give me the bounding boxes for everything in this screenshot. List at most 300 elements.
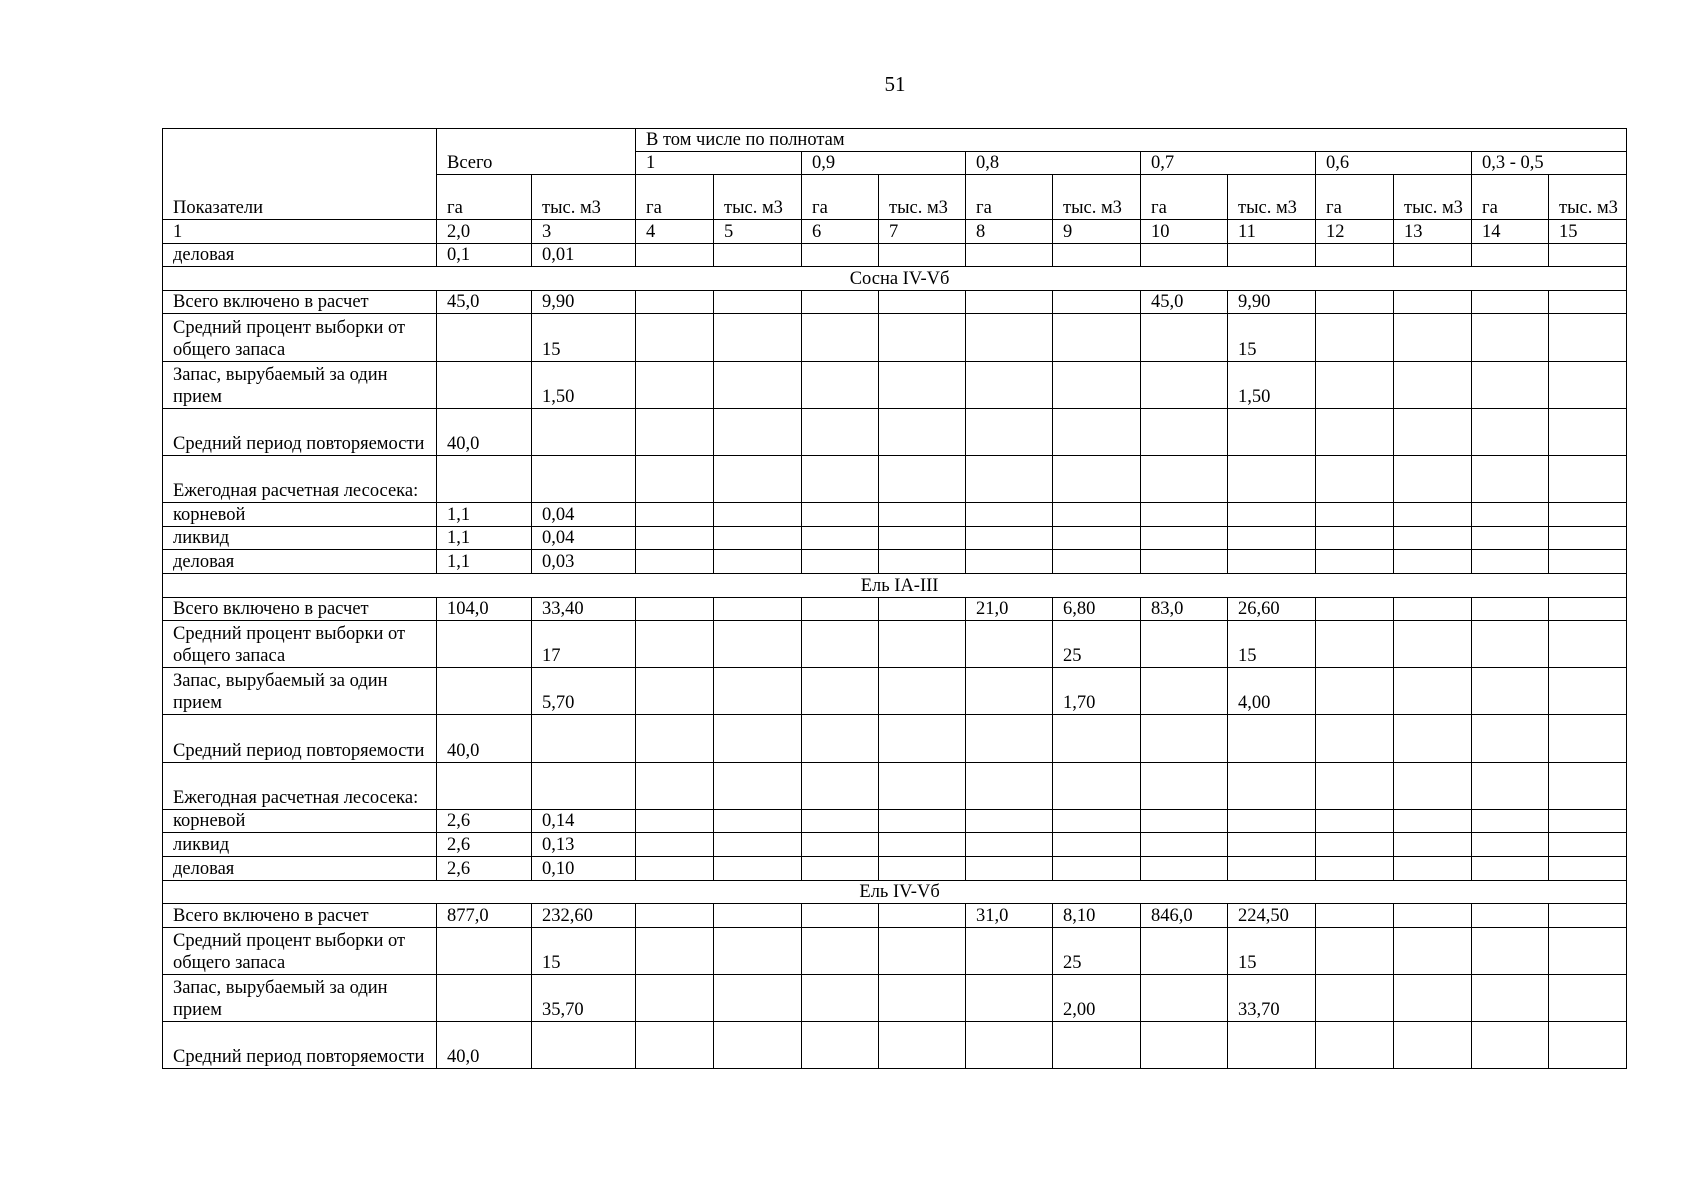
table-cell: 25	[1053, 927, 1141, 974]
table-cell	[1053, 290, 1141, 314]
column-number: 6	[802, 220, 879, 244]
table-cell	[802, 290, 879, 314]
table-cell	[437, 668, 532, 715]
table-cell	[1472, 550, 1549, 574]
table-cell	[1316, 243, 1394, 267]
table-cell	[636, 1022, 714, 1069]
table-cell	[1394, 715, 1472, 762]
column-number: 9	[1053, 220, 1141, 244]
table-cell	[1394, 668, 1472, 715]
table-cell	[966, 503, 1053, 527]
table-cell: 8,10	[1053, 904, 1141, 928]
header-unit-vol: тыс. м3	[714, 175, 802, 220]
table-cell	[1549, 290, 1627, 314]
table-cell	[802, 550, 879, 574]
table-cell	[1316, 975, 1394, 1022]
table-cell	[1549, 243, 1627, 267]
row-label: Средний процент выборки от общего запаса	[163, 314, 437, 361]
row-label: Ежегодная расчетная лесосека:	[163, 762, 437, 809]
column-number: 5	[714, 220, 802, 244]
table-row	[163, 715, 1627, 762]
section-row	[163, 573, 1627, 597]
table-cell: 40,0	[437, 1022, 532, 1069]
table-cell	[714, 314, 802, 361]
table-cell	[966, 621, 1053, 668]
table-cell: 0,13	[532, 833, 636, 857]
table-cell	[1549, 927, 1627, 974]
table-row	[163, 668, 1627, 715]
table-cell	[879, 809, 966, 833]
table-cell	[636, 455, 714, 502]
table-cell	[1053, 550, 1141, 574]
table-cell	[966, 550, 1053, 574]
table-cell	[636, 408, 714, 455]
table-cell	[1141, 715, 1228, 762]
table-cell	[714, 715, 802, 762]
table-cell	[636, 621, 714, 668]
row-label: деловая	[163, 550, 437, 574]
header-density: 0,6	[1316, 152, 1472, 175]
table-cell: 1,1	[437, 550, 532, 574]
row-label: Запас, вырубаемый за один прием	[163, 975, 437, 1022]
table-cell	[1394, 975, 1472, 1022]
table-cell	[1394, 550, 1472, 574]
table-cell	[1053, 243, 1141, 267]
table-cell	[437, 762, 532, 809]
table-cell	[1549, 526, 1627, 550]
table-cell	[879, 857, 966, 881]
row-label: ликвид	[163, 833, 437, 857]
table-cell	[1472, 408, 1549, 455]
row-label: Всего включено в расчет	[163, 290, 437, 314]
column-number: 10	[1141, 220, 1228, 244]
table-cell	[802, 455, 879, 502]
table-cell: 9,90	[1228, 290, 1316, 314]
table-cell	[714, 361, 802, 408]
table-cell	[1141, 857, 1228, 881]
row-label: ликвид	[163, 526, 437, 550]
column-number: 2,0	[437, 220, 532, 244]
table-cell	[532, 1022, 636, 1069]
header-by-density: В том числе по полнотам	[636, 129, 1627, 152]
table-cell	[714, 668, 802, 715]
table-cell	[966, 833, 1053, 857]
table-cell	[1394, 503, 1472, 527]
table-cell	[879, 668, 966, 715]
table-cell	[714, 455, 802, 502]
table-cell: 31,0	[966, 904, 1053, 928]
column-number: 3	[532, 220, 636, 244]
table-cell	[802, 597, 879, 621]
table-cell	[1394, 762, 1472, 809]
column-number: 7	[879, 220, 966, 244]
table-cell	[802, 314, 879, 361]
table-cell	[802, 668, 879, 715]
table-cell	[636, 361, 714, 408]
table-cell	[1472, 927, 1549, 974]
table-cell	[636, 526, 714, 550]
header-unit-vol: тыс. м3	[879, 175, 966, 220]
table-cell	[879, 503, 966, 527]
table-cell	[1141, 408, 1228, 455]
table-cell	[714, 526, 802, 550]
table-cell	[1394, 314, 1472, 361]
table-cell	[1472, 904, 1549, 928]
table-cell	[1472, 809, 1549, 833]
table-cell	[714, 857, 802, 881]
table-cell: 1,50	[1228, 361, 1316, 408]
table-cell	[1549, 857, 1627, 881]
table-row	[163, 455, 1627, 502]
table-cell: 35,70	[532, 975, 636, 1022]
table-cell: 15	[532, 314, 636, 361]
table-cell	[1472, 762, 1549, 809]
table-cell	[1053, 503, 1141, 527]
table-cell	[1141, 833, 1228, 857]
table-row	[163, 314, 1627, 361]
header-unit-vol: тыс. м3	[532, 175, 636, 220]
header-density: 0,3 - 0,5	[1472, 152, 1627, 175]
row-label: Средний период повторяемости	[163, 715, 437, 762]
table-cell	[1141, 314, 1228, 361]
header-unit-vol: тыс. м3	[1549, 175, 1627, 220]
table-cell: 83,0	[1141, 597, 1228, 621]
table-cell	[1141, 1022, 1228, 1069]
row-label: деловая	[163, 857, 437, 881]
table-cell	[1228, 809, 1316, 833]
table-cell	[1394, 904, 1472, 928]
table-cell	[1141, 927, 1228, 974]
table-cell	[1053, 762, 1141, 809]
table-cell	[1228, 550, 1316, 574]
header-density: 1	[636, 152, 802, 175]
row-label: Всего включено в расчет	[163, 904, 437, 928]
table-cell	[966, 290, 1053, 314]
table-cell	[1316, 455, 1394, 502]
table-cell	[879, 455, 966, 502]
table-cell	[1316, 597, 1394, 621]
table-cell: 17	[532, 621, 636, 668]
table-cell	[966, 762, 1053, 809]
table-cell	[1053, 715, 1141, 762]
table-cell: 25	[1053, 621, 1141, 668]
table-cell: 33,40	[532, 597, 636, 621]
table-cell	[1549, 715, 1627, 762]
table-cell: 232,60	[532, 904, 636, 928]
table-cell	[636, 762, 714, 809]
table-cell	[1549, 314, 1627, 361]
column-number: 11	[1228, 220, 1316, 244]
table-cell	[1316, 503, 1394, 527]
table-cell	[1472, 621, 1549, 668]
table-cell	[966, 927, 1053, 974]
table-cell: 15	[1228, 927, 1316, 974]
table-cell	[714, 975, 802, 1022]
table-cell	[1141, 668, 1228, 715]
table-row	[163, 290, 1627, 314]
header-density: 0,9	[802, 152, 966, 175]
table-cell: 1,1	[437, 503, 532, 527]
table-cell	[1472, 361, 1549, 408]
table-cell	[966, 314, 1053, 361]
table-cell	[1228, 715, 1316, 762]
table-cell	[966, 408, 1053, 455]
table-cell	[1316, 621, 1394, 668]
table-row	[163, 857, 1627, 881]
table-cell	[1472, 503, 1549, 527]
table-cell	[966, 809, 1053, 833]
table-cell	[1053, 1022, 1141, 1069]
table-cell: 33,70	[1228, 975, 1316, 1022]
table-cell	[879, 1022, 966, 1069]
table-cell	[1549, 762, 1627, 809]
table-cell	[1472, 1022, 1549, 1069]
row-label: Запас, вырубаемый за один прием	[163, 668, 437, 715]
column-number-row	[163, 220, 1627, 244]
table-cell: 21,0	[966, 597, 1053, 621]
table-cell	[1472, 597, 1549, 621]
table-cell: 1,50	[532, 361, 636, 408]
row-label: Средний процент выборки от общего запаса	[163, 927, 437, 974]
table-cell	[1316, 833, 1394, 857]
table-cell	[802, 243, 879, 267]
table-cell	[1141, 455, 1228, 502]
table-cell	[1053, 455, 1141, 502]
table-cell	[1549, 597, 1627, 621]
header-unit-ha: га	[636, 175, 714, 220]
table-cell	[1053, 857, 1141, 881]
table-cell	[879, 361, 966, 408]
table-row	[163, 809, 1627, 833]
header-indicators: Показатели	[163, 129, 437, 220]
table-cell	[1394, 833, 1472, 857]
table-cell	[636, 550, 714, 574]
table-cell	[879, 927, 966, 974]
table-cell	[437, 455, 532, 502]
table-cell	[1141, 361, 1228, 408]
table-row	[163, 833, 1627, 857]
table-cell: 224,50	[1228, 904, 1316, 928]
table-cell	[879, 621, 966, 668]
table-cell	[1472, 857, 1549, 881]
table-cell	[1316, 904, 1394, 928]
table-cell	[1394, 455, 1472, 502]
table-cell	[636, 243, 714, 267]
header-density: 0,7	[1141, 152, 1316, 175]
table-cell	[532, 715, 636, 762]
table-cell	[1228, 857, 1316, 881]
header-unit-vol: тыс. м3	[1053, 175, 1141, 220]
table-cell	[1394, 290, 1472, 314]
table-cell	[1141, 526, 1228, 550]
table-cell	[714, 621, 802, 668]
header-unit-vol: тыс. м3	[1228, 175, 1316, 220]
table-cell	[1141, 243, 1228, 267]
table-cell	[1316, 857, 1394, 881]
table-cell: 0,1	[437, 243, 532, 267]
table-cell	[802, 526, 879, 550]
table-cell	[532, 762, 636, 809]
table-cell: 0,14	[532, 809, 636, 833]
table-cell	[1549, 503, 1627, 527]
table-cell	[1316, 715, 1394, 762]
row-label: Всего включено в расчет	[163, 597, 437, 621]
table-cell	[714, 550, 802, 574]
table-cell	[1549, 361, 1627, 408]
table-row	[163, 621, 1627, 668]
table-cell	[966, 668, 1053, 715]
row-label: деловая	[163, 243, 437, 267]
table-cell	[636, 668, 714, 715]
table-row	[163, 904, 1627, 928]
table-cell	[879, 526, 966, 550]
table-cell	[1228, 243, 1316, 267]
table-cell	[1053, 314, 1141, 361]
table-cell: 2,6	[437, 833, 532, 857]
forest-table	[162, 128, 1627, 1069]
table-cell: 45,0	[1141, 290, 1228, 314]
table-body	[163, 243, 1627, 1069]
table-cell	[1228, 833, 1316, 857]
table-row	[163, 762, 1627, 809]
table-cell: 1,1	[437, 526, 532, 550]
table-cell	[636, 857, 714, 881]
table-cell	[714, 809, 802, 833]
table-cell	[966, 715, 1053, 762]
section-title: Ель IV-Vб	[163, 880, 1627, 904]
table-cell	[1228, 526, 1316, 550]
table-cell	[714, 503, 802, 527]
table-cell: 0,03	[532, 550, 636, 574]
table-cell	[1472, 526, 1549, 550]
table-cell	[1316, 668, 1394, 715]
header-unit-ha: га	[966, 175, 1053, 220]
table-cell	[802, 904, 879, 928]
table-cell: 2,00	[1053, 975, 1141, 1022]
table-row	[163, 1022, 1627, 1069]
table-cell: 5,70	[532, 668, 636, 715]
table-cell	[1316, 550, 1394, 574]
row-label: Запас, вырубаемый за один прием	[163, 361, 437, 408]
table-cell	[1472, 975, 1549, 1022]
table-cell: 0,04	[532, 526, 636, 550]
table-cell	[1141, 809, 1228, 833]
table-cell	[636, 314, 714, 361]
table-cell	[1394, 526, 1472, 550]
table-cell: 4,00	[1228, 668, 1316, 715]
table-cell	[966, 975, 1053, 1022]
table-cell	[532, 408, 636, 455]
row-label: Средний период повторяемости	[163, 1022, 437, 1069]
table-cell	[636, 503, 714, 527]
table-cell	[879, 833, 966, 857]
table-cell	[879, 715, 966, 762]
table-cell	[636, 904, 714, 928]
table-cell	[802, 1022, 879, 1069]
table-cell	[1053, 361, 1141, 408]
table-cell	[802, 503, 879, 527]
table-cell	[532, 455, 636, 502]
table-cell	[879, 290, 966, 314]
table-cell: 0,10	[532, 857, 636, 881]
table-row	[163, 361, 1627, 408]
table-cell	[714, 904, 802, 928]
table-cell: 6,80	[1053, 597, 1141, 621]
table-cell	[1394, 408, 1472, 455]
table-cell	[1549, 809, 1627, 833]
table-cell	[1141, 762, 1228, 809]
table-cell	[1472, 314, 1549, 361]
table-cell	[636, 833, 714, 857]
header-unit-vol: тыс. м3	[1394, 175, 1472, 220]
table-cell: 15	[532, 927, 636, 974]
table-cell: 40,0	[437, 715, 532, 762]
table-cell	[714, 290, 802, 314]
section-title: Ель IA-III	[163, 573, 1627, 597]
table-cell	[1394, 621, 1472, 668]
section-row	[163, 267, 1627, 291]
table-cell	[1472, 290, 1549, 314]
row-label: Ежегодная расчетная лесосека:	[163, 455, 437, 502]
header-unit-ha: га	[1316, 175, 1394, 220]
table-cell	[437, 361, 532, 408]
table-cell: 0,01	[532, 243, 636, 267]
table-cell	[966, 526, 1053, 550]
table-cell	[879, 314, 966, 361]
table-cell	[802, 621, 879, 668]
table-cell	[879, 550, 966, 574]
table-cell	[802, 927, 879, 974]
table-cell	[1549, 1022, 1627, 1069]
table-cell: 877,0	[437, 904, 532, 928]
table-cell	[879, 597, 966, 621]
table-cell	[802, 833, 879, 857]
column-number: 15	[1549, 220, 1627, 244]
table-cell	[879, 243, 966, 267]
table-cell	[802, 715, 879, 762]
table-row	[163, 408, 1627, 455]
table-cell	[802, 361, 879, 408]
table-cell: 2,6	[437, 857, 532, 881]
column-number: 1	[163, 220, 437, 244]
table-cell	[1472, 243, 1549, 267]
table-cell	[1549, 455, 1627, 502]
table-header	[163, 129, 1627, 244]
table-cell	[636, 597, 714, 621]
table-row	[163, 503, 1627, 527]
section-title: Сосна IV-Vб	[163, 267, 1627, 291]
table-row	[163, 927, 1627, 974]
table-cell	[1472, 833, 1549, 857]
table-cell	[1141, 550, 1228, 574]
header-unit-ha: га	[802, 175, 879, 220]
table-cell	[714, 408, 802, 455]
table-cell	[1472, 455, 1549, 502]
table-cell	[1228, 503, 1316, 527]
column-number: 14	[1472, 220, 1549, 244]
row-label: корневой	[163, 809, 437, 833]
table-cell	[1549, 621, 1627, 668]
header-density: 0,8	[966, 152, 1141, 175]
table-row	[163, 597, 1627, 621]
table-cell	[1394, 597, 1472, 621]
header-unit-ha: га	[1141, 175, 1228, 220]
table-cell	[802, 762, 879, 809]
page-number: 51	[884, 72, 906, 96]
table-cell	[1549, 408, 1627, 455]
table-cell	[1228, 455, 1316, 502]
table-cell	[966, 1022, 1053, 1069]
